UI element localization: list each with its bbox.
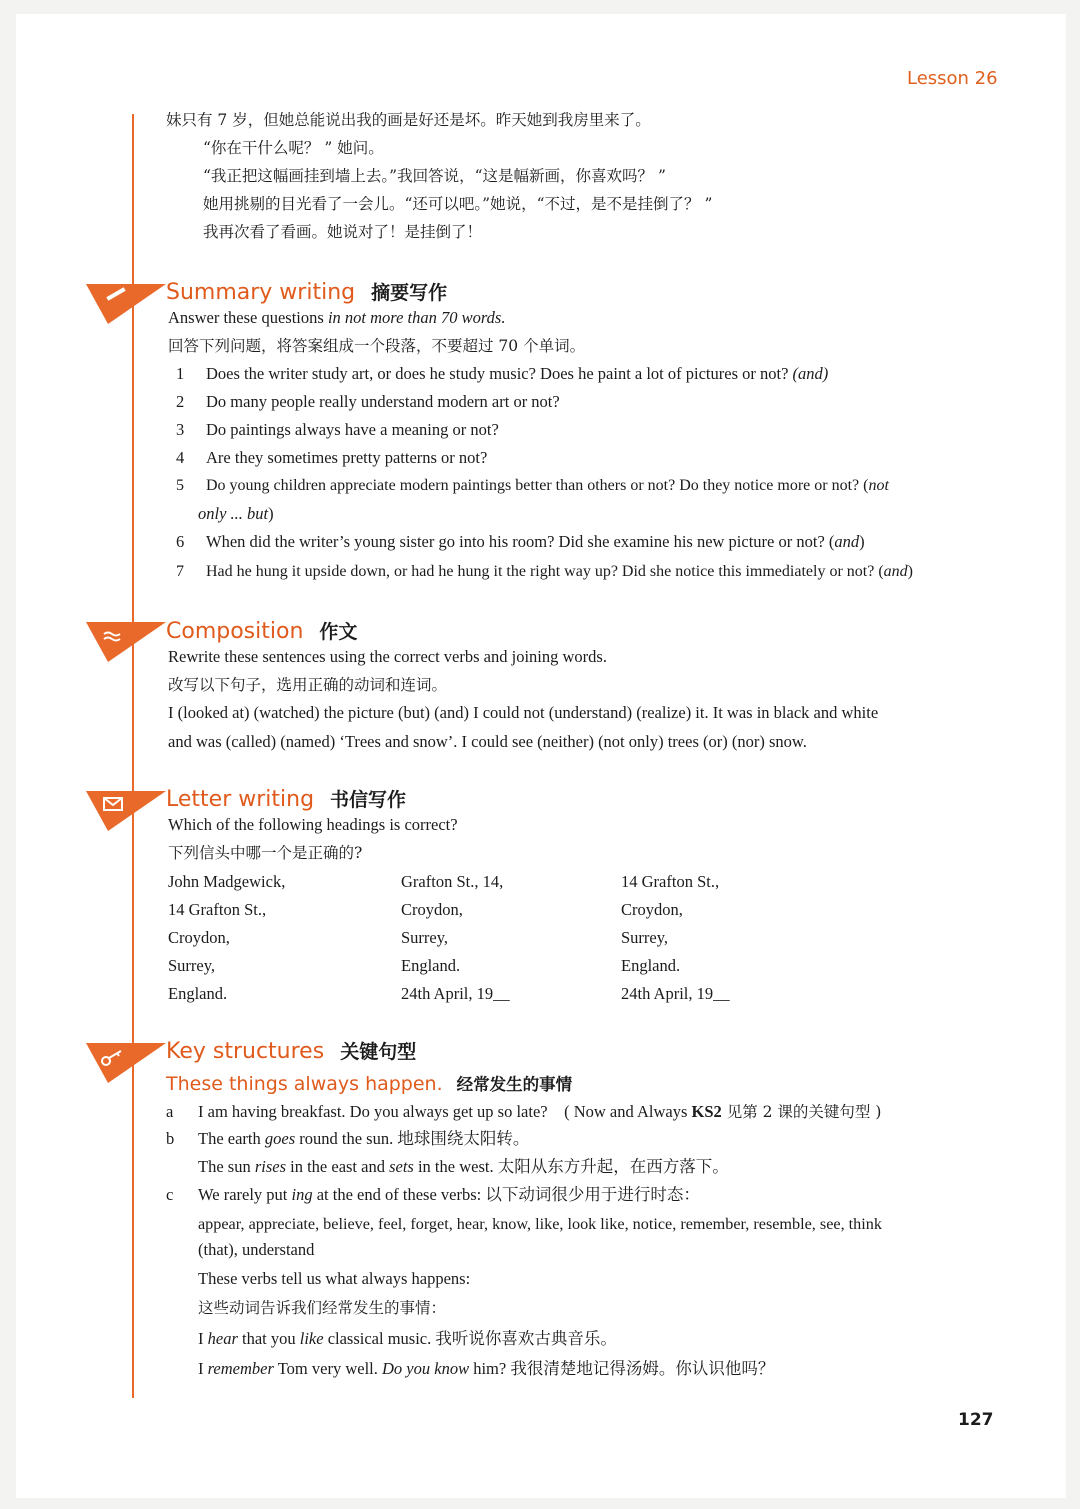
question-continuation: only ... but) xyxy=(198,504,274,523)
envelope-icon xyxy=(86,789,166,833)
summary-heading xyxy=(166,278,447,305)
key-explanation-cn: 这些动词告诉我们经常发生的事情： xyxy=(198,1299,447,1317)
translation-line: 她用挑剔的目光看了一会儿。“还可以吧。”她说，“不过，是不是挂倒了？ ” xyxy=(203,195,713,213)
textbook-page xyxy=(16,14,1066,1498)
key-verb-list-cont: (that), understand xyxy=(198,1240,315,1259)
composition-instruction-cn: 改写以下句子，选用正确的动词和连词。 xyxy=(168,676,448,694)
summary-title-cn: 摘要写作 xyxy=(371,282,448,304)
composition-heading xyxy=(166,617,357,644)
composition-line: and was (called) (named) ‘Trees and snow’. I could see (neither) (not only) trees (or) (nor) snow. xyxy=(168,732,807,751)
key-verb-list: appear, appreciate, believe, feel, forget, hear, know, like, look like, notice, remember, resemble, see, think xyxy=(198,1215,882,1233)
letter-instruction: Which of the following headings is correct? xyxy=(168,815,458,834)
pencil-icon xyxy=(86,282,166,326)
translation-line: “我正把这幅画挂到墙上去。”我回答说，“这是幅新画，你喜欢吗？ ” xyxy=(203,167,666,185)
question-item: 1 Does the writer study art, or does he study music? Does he paint a lot of pictures or not? (and) xyxy=(176,364,829,383)
key-title-cn: 关键句型 xyxy=(340,1041,417,1063)
page-number: 127 xyxy=(958,1410,994,1430)
lesson-label: Lesson 26 xyxy=(907,68,998,89)
key-icon xyxy=(86,1041,166,1085)
question-item: 7 Had he hung it upside down, or had he hung it the right way up? Did she notice this immediately or not? (and) xyxy=(176,563,913,580)
summary-title: Summary writing xyxy=(166,280,356,305)
key-example: I hear that you like classical music. 我听说你喜欢古典音乐。 xyxy=(198,1329,617,1348)
letter-instruction-cn: 下列信头中哪一个是正确的? xyxy=(168,844,363,862)
summary-instruction-cn: 回答下列问题，将答案组成一个段落，不要超过 70 个单词。 xyxy=(168,337,586,355)
letter-heading-option-1: John Madgewick, 14 Grafton St., Croydon, Surrey, England. xyxy=(168,872,286,1003)
question-item: 2 Do many people really understand modern art or not? xyxy=(176,392,560,411)
letter-title-cn: 书信写作 xyxy=(330,789,407,811)
question-item: 4 Are they sometimes pretty patterns or not? xyxy=(176,448,488,467)
translation-line: “你在干什么呢？ ” 她问。 xyxy=(203,139,384,157)
key-item-b: b The earth goes round the sun. 地球围绕太阳转。 xyxy=(166,1129,530,1148)
composition-line: I (looked at) (watched) the picture (but) (and) I could not (understand) (realize) it. It was in black and white xyxy=(168,703,879,722)
key-item-c: c We rarely put ing at the end of these verbs: 以下动词很少用于进行时态： xyxy=(166,1185,700,1204)
waves-icon xyxy=(86,620,166,664)
key-item-a: a I am having breakfast. Do you always get up so late? ( Now and Always KS2 见第 2 课的关键句型 ) xyxy=(166,1102,882,1121)
key-explanation: These verbs tell us what always happens: xyxy=(198,1269,471,1288)
letter-heading-option-2: Grafton St., 14, Croydon, Surrey, England. 24th April, 19__ xyxy=(401,872,510,1003)
question-item: 5 Do young children appreciate modern paintings better than others or not? Do they notice more or not? (not xyxy=(176,477,889,494)
composition-title: Composition xyxy=(166,619,304,644)
composition-title-cn: 作文 xyxy=(319,621,358,643)
key-title: Key structures xyxy=(166,1039,325,1064)
summary-instruction: Answer these questions in not more than 70 words. xyxy=(168,308,506,327)
question-item: 3 Do paintings always have a meaning or not? xyxy=(176,420,499,439)
letter-heading-option-3: 14 Grafton St., Croydon, Surrey, England. 24th April, 19__ xyxy=(621,872,730,1003)
translation-line: 我再次看了看画。她说对了！是挂倒了！ xyxy=(203,223,483,241)
translation-line: 妹只有 7 岁，但她总能说出我的画是好还是坏。昨天她到我房里来了。 xyxy=(166,111,651,129)
key-heading xyxy=(166,1037,416,1064)
letter-title: Letter writing xyxy=(166,787,315,812)
key-item-b-line: The sun rises in the east and sets in the west. 太阳从东方升起，在西方落下。 xyxy=(198,1157,729,1176)
letter-heading xyxy=(166,785,406,812)
key-example: I remember Tom very well. Do you know him? 我很清楚地记得汤姆。你认识他吗？ xyxy=(198,1359,775,1378)
key-subheading: These things always happen. 经常发生的事情 xyxy=(166,1073,573,1095)
composition-instruction: Rewrite these sentences using the correct verbs and joining words. xyxy=(168,647,607,666)
question-item: 6 When did the writer’s young sister go into his room? Did she examine his new picture or not? (and) xyxy=(176,532,865,551)
